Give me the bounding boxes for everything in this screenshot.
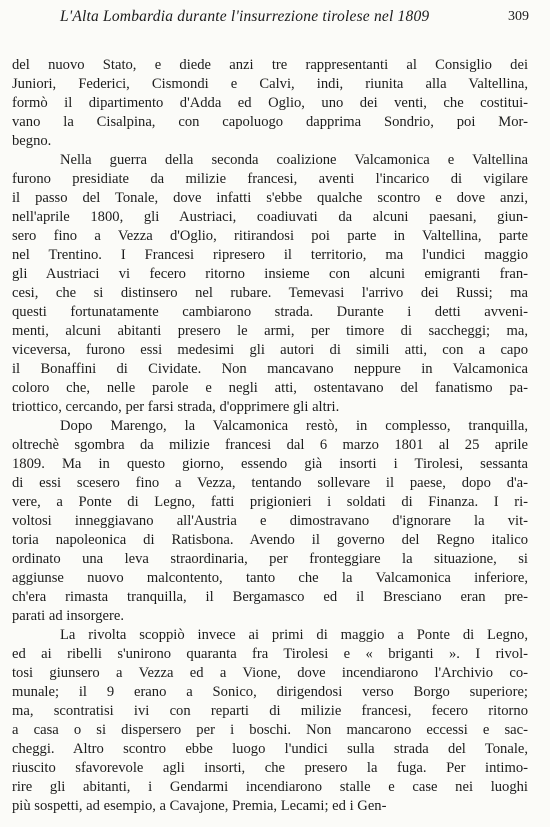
text-line: cesi, che si distinsero nel rubare. Temevasi l'arrivo dei Russi; ma xyxy=(12,285,528,301)
text-line: sero fino a Vezza d'Oglio, ritirandosi poi parte in Valtellina, parte xyxy=(12,228,528,244)
text-line: ma, scontratisi ivi con reparti di milizie francesi, fecero ritorno xyxy=(12,703,528,719)
paragraph xyxy=(12,151,528,417)
text-line: gli Austriaci vi fecero ritorno insieme con alcuni emigranti fran- xyxy=(12,266,528,282)
paragraph xyxy=(12,56,528,151)
text-line: nell'aprile 1800, gli Austriaci, coadiuvati da alcuni paesani, giun- xyxy=(12,209,528,225)
text-line: del nuovo Stato, e diede anzi tre rappresentanti al Consiglio dei xyxy=(12,57,528,73)
text-line: a casa o si dispersero per i boschi. Non mancarono eccessi e sac- xyxy=(12,722,528,738)
text-line: triottico, cercando, per farsi strada, d'opprimere gli altri. xyxy=(12,399,340,415)
text-line: furono presidiate da milizie francesi, aventi l'incarico di vigilare xyxy=(12,171,528,187)
running-title: L'Alta Lombardia durante l'insurrezione tirolese nel 1809 xyxy=(60,8,430,25)
text-line: toria napoleonica di Ratisbona. Avendo il governo del Regno italico xyxy=(12,532,528,548)
page-number: 309 xyxy=(508,9,529,24)
text-line: Nella guerra della seconda coalizione Valcamonica e Valtellina xyxy=(60,152,528,168)
text-line: formò il dipartimento d'Adda ed Oglio, uno dei venti, che costitui- xyxy=(12,95,528,111)
text-line: Dopo Marengo, la Valcamonica restò, in complesso, tranquilla, xyxy=(60,418,528,434)
text-line: il Bonaffini di Cividate. Non mancavano neppure in Valcamonica xyxy=(12,361,528,377)
paragraph xyxy=(12,626,528,816)
text-line: ed ai ribelli s'unirono quaranta fra Tirolesi e « briganti ». I rivol- xyxy=(12,646,528,662)
text-line: parati ad insorgere. xyxy=(12,608,124,624)
text-line: vere, a Ponte di Legno, fatti prigionieri i soldati di Finanza. I ri- xyxy=(12,494,528,510)
text-line: riuscito sfavorevole agli insorti, che presero la fuga. Per intimo- xyxy=(12,760,528,776)
text-line: rire gli abitanti, i Gendarmi incendiarono stalle e case nei luoghi xyxy=(12,779,528,795)
text-line: ch'era rimasta tranquilla, il Bergamasco ed il Bresciano eran pre- xyxy=(12,589,528,605)
text-line: Juniori, Federici, Cismondi e Calvi, indi, riunita alla Valtellina, xyxy=(12,76,528,92)
text-line: cheggi. Altro scontro ebbe luogo l'undici sulla strada del Tonale, xyxy=(12,741,528,757)
text-line: La rivolta scoppiò invece ai primi di maggio a Ponte di Legno, xyxy=(60,627,528,643)
text-line: ordinato una leva straordinaria, per fronteggiare la situazione, si xyxy=(12,551,528,567)
text-line: coloro che, nelle parole e negli atti, ostentavano del fanatismo pa- xyxy=(12,380,528,396)
text-line: di essi scesero fino a Vezza, tentando sollevare il paese, dopo d'a- xyxy=(12,475,528,491)
text-line: il passo del Tonale, dove infatti s'ebbe qualche scontro e dove anzi, xyxy=(12,190,528,206)
text-line: nel Trentino. I Francesi ripresero il territorio, ma l'undici maggio xyxy=(12,247,528,263)
body-text xyxy=(12,56,528,816)
text-line: questi fortunatamente cambiarono strada. Durante i detti avveni- xyxy=(12,304,528,320)
text-line: begno. xyxy=(12,133,52,149)
text-line: oltrechè sgombra da milizie francesi dal 6 marzo 1801 al 25 aprile xyxy=(12,437,528,453)
text-line: munale; il 9 erano a Sonico, dirigendosi verso Borgo superiore; xyxy=(12,684,528,700)
text-line: vano la Cisalpina, con capoluogo dapprima Sondrio, poi Mor- xyxy=(12,114,528,130)
text-line: 1809. Ma in questo giorno, essendo già insorti i Tirolesi, sessanta xyxy=(12,456,528,472)
page-header xyxy=(0,8,550,32)
text-line: viceversa, furono essi medesimi gli autori di simili atti, con a capo xyxy=(12,342,528,358)
text-line: voltosi inneggiavano all'Austria e dimostravano d'ignorare la vit- xyxy=(12,513,528,529)
text-line: più sospetti, ad esempio, a Cavajone, Premia, Lecami; ed i Gen- xyxy=(12,798,387,814)
text-line: aggiunse nuovo malcontento, tanto che la Valcamonica inferiore, xyxy=(12,570,528,586)
text-line: tosi giunsero a Vezza ed a Vione, dove incendiarono l'Archivio co- xyxy=(12,665,528,681)
text-line: menti, alcuni abitanti presero le armi, per timore di saccheggi; ma, xyxy=(12,323,528,339)
paragraph xyxy=(12,417,528,626)
